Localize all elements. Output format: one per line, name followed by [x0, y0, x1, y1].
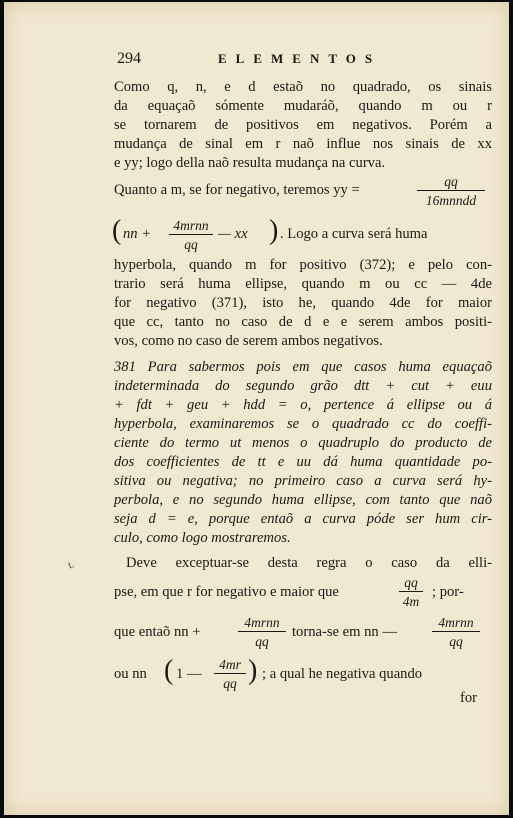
text-line: culo, como logo mostraremos.	[114, 530, 291, 546]
text-line: seja d = e, porque entaõ a curva póde ser hum cir-	[114, 511, 492, 527]
text-line: vos, como no caso de serem ambos negativos.	[114, 333, 383, 349]
text-line: hyperbola, examinaremos se o quadrado cc do coeffi-	[114, 416, 492, 432]
fraction-denominator: qq	[449, 634, 463, 649]
text-line: Como q, n, e d estaõ no quadrado, os sinais	[114, 79, 492, 95]
equation-text: . Logo a curva será huma	[280, 226, 428, 242]
fraction-denominator: 16mnndd	[425, 193, 477, 208]
text-line: Deve exceptuar-se desta regra o caso da elli-	[126, 555, 492, 571]
text-line: que cc, tanto no caso de d e e serem ambos positi-	[114, 314, 492, 330]
fraction-bar	[169, 234, 213, 235]
text-line: trario será huma ellipse, quando m ou cc — 4de	[114, 276, 492, 292]
right-paren: )	[248, 655, 258, 686]
text-line: dos coefficientes de tt e uu dá huma quantidade po-	[114, 454, 492, 470]
left-paren: (	[164, 655, 174, 686]
text-line: e yy; logo della naõ resulta mudança na curva.	[114, 155, 386, 171]
fraction-numerator: qq	[404, 575, 418, 590]
fraction	[214, 657, 246, 691]
fraction	[432, 615, 480, 649]
equation-text: pse, em que r for negativo e maior que	[114, 584, 339, 600]
text-line: for negativo (371), isto he, quando 4de for maior	[114, 295, 492, 311]
equation-text: — xx	[218, 226, 248, 242]
text-line: perbola, e no segundo huma ellipse, com tanto que naõ	[114, 492, 492, 508]
fraction-denominator: 4m	[402, 594, 420, 609]
right-paren: )	[269, 215, 279, 246]
catchword: for	[460, 690, 478, 706]
text-line: ciente do termo ut menos o quadruplo do producto de	[114, 435, 492, 451]
text-line: hyperbola, quando m for positivo (372); e pelo con-	[114, 257, 492, 273]
text-line: + fdt + geu + hdd = o, pertence á ellipse ou á	[114, 397, 492, 413]
book-page	[4, 2, 509, 815]
equation-text: torna-se em nn —	[292, 624, 397, 640]
fraction-numerator: 4mr	[219, 657, 241, 672]
text-line: mudança de sinal em r naõ influe nos sinais de xx	[114, 136, 492, 152]
text-line: 381 Para sabermos pois em que casos huma equaçaõ	[114, 359, 492, 375]
equation-text: ou nn	[114, 666, 147, 682]
equation-text: Quanto a m, se for negativo, teremos yy =	[114, 182, 360, 198]
equation-text: ; a qual he negativa quando	[262, 666, 423, 682]
fraction	[399, 575, 423, 609]
fraction-denominator: qq	[223, 676, 237, 691]
equation-text: 1 —	[176, 666, 202, 682]
margin-mark: ʟ	[65, 556, 76, 572]
fraction-bar	[238, 631, 286, 632]
fraction	[238, 615, 286, 649]
fraction-numerator: 4mrnn	[438, 615, 474, 630]
left-paren: (	[112, 215, 122, 246]
fraction-numerator: 4mrnn	[244, 615, 280, 630]
fraction-denominator: qq	[255, 634, 269, 649]
text-line: sitiva ou negativa; no primeiro caso a curva será hy-	[114, 473, 492, 489]
fraction-numerator: qq	[444, 174, 458, 189]
fraction	[417, 174, 485, 208]
running-title: ELEMENTOS	[218, 51, 382, 66]
text-line: indeterminada do segundo grão dtt + cut + euu	[114, 378, 492, 394]
equation-text: nn +	[123, 226, 152, 242]
text-line: se tornarem de positivos em negativos. Porém a	[114, 117, 492, 133]
text-line: da equaçaõ sómente mudaráõ, quando m ou r	[114, 98, 492, 114]
equation-text: ; por-	[432, 584, 464, 600]
fraction-bar	[417, 190, 485, 191]
fraction	[169, 218, 213, 252]
fraction-bar	[432, 631, 480, 632]
equation-text: que entaõ nn +	[114, 624, 201, 640]
page-number: 294	[117, 50, 141, 67]
fraction-bar	[214, 673, 246, 674]
fraction-bar	[399, 591, 423, 592]
fraction-numerator: 4mrnn	[173, 218, 209, 233]
fraction-denominator: qq	[184, 237, 198, 252]
